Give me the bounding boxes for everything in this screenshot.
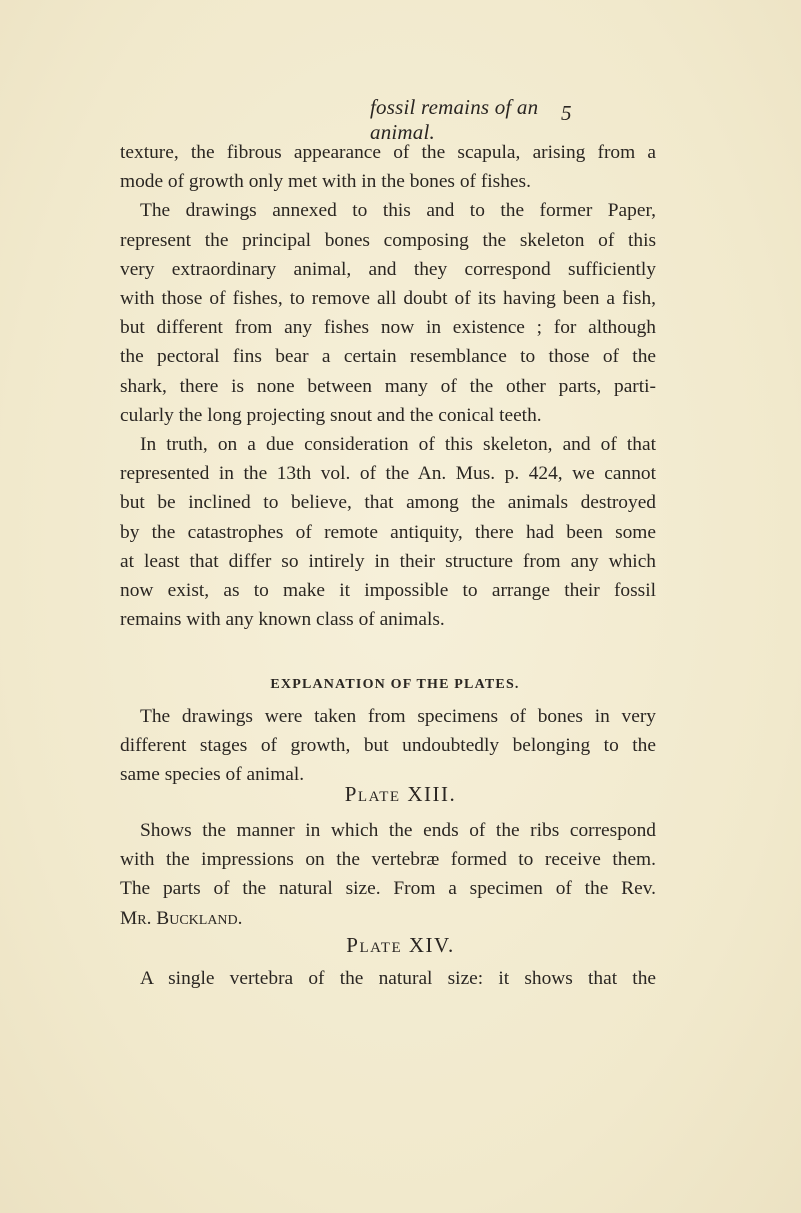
- text-line: In truth, on a due consideration of this skeleton, and of that: [140, 434, 656, 456]
- text-line: represent the principal bones composing the skeleton of this: [120, 229, 656, 251]
- text-line: mode of growth only met with in the bones of fishes.: [120, 171, 531, 193]
- text-line: cularly the long projecting snout and the conical teeth.: [120, 404, 542, 426]
- text-line: but different from any fishes now in existence ; for although: [120, 317, 656, 339]
- text-line: the pectoral fins bear a certain resemblance to those of the: [120, 346, 656, 368]
- running-title: fossil remains of an animal.: [370, 95, 539, 144]
- page-header: [370, 95, 580, 144]
- text-line: represented in the 13th vol. of the An. Mus. p. 424, we cannot: [120, 463, 656, 485]
- text-line: with those of fishes, to remove all doubt of its having been a fish,: [120, 288, 656, 310]
- text-line: The parts of the natural size. From a specimen of the Rev.: [120, 878, 656, 900]
- body-text: [120, 138, 656, 634]
- plate-xiv-text: [120, 964, 656, 993]
- text-line: different stages of growth, but undoubtedly belonging to the: [120, 735, 656, 757]
- page-number: 5: [561, 101, 572, 125]
- plate-xiv-heading: Plate XIV.: [346, 933, 455, 957]
- text-line: with the impressions on the vertebræ formed to receive them.: [120, 849, 656, 871]
- explanation-heading: EXPLANATION OF THE PLATES.: [270, 677, 520, 692]
- text-line: at least that differ so intirely in their structure from any which: [120, 550, 656, 572]
- plate-xiii-text: [120, 816, 656, 933]
- text-line: by the catastrophes of remote antiquity, there had been some: [120, 521, 656, 543]
- text-line: but be inclined to believe, that among the animals destroyed: [120, 492, 656, 514]
- text-line: texture, the fibrous appearance of the scapula, arising from a: [120, 142, 656, 163]
- text-line: remains with any known class of animals.: [120, 609, 445, 631]
- text-line: very extraordinary animal, and they correspond sufficiently: [120, 258, 656, 280]
- text-line: shark, there is none between many of the other parts, parti-: [120, 375, 656, 397]
- text-line: The drawings annexed to this and to the former Paper,: [140, 200, 656, 222]
- plate-xiii-heading: Plate XIII.: [344, 782, 457, 806]
- text-line: The drawings were taken from specimens of bones in very: [140, 706, 656, 727]
- text-line: Shows the manner in which the ends of the ribs correspond: [140, 820, 656, 841]
- text-line: Mr. Buckland.: [120, 907, 243, 929]
- explanation-text: [120, 702, 656, 790]
- text-line: same species of animal.: [120, 764, 305, 786]
- text-line: A single vertebra of the natural size: it shows that the: [140, 968, 656, 989]
- text-line: now exist, as to make it impossible to arrange their fossil: [120, 580, 656, 602]
